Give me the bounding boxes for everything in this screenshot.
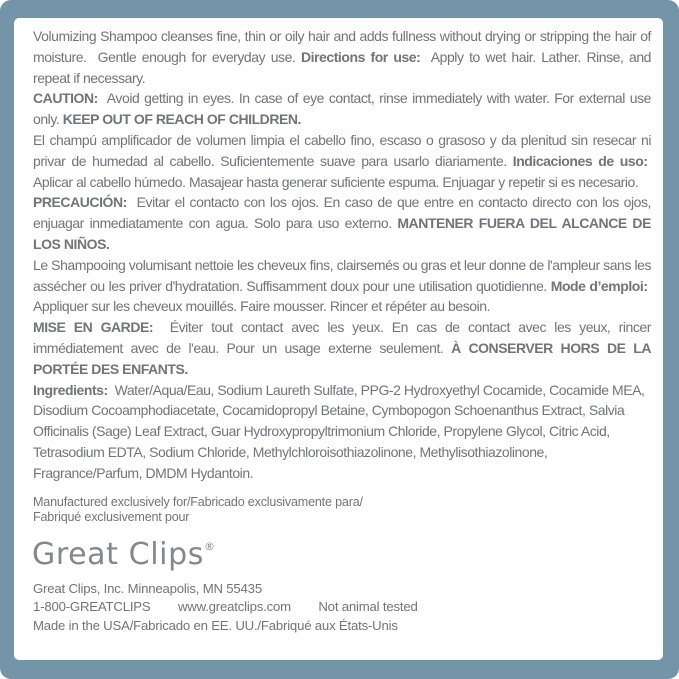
bold-text-segment: Ingredients: bbox=[33, 381, 108, 398]
bold-text-segment: MISE EN GARDE: bbox=[33, 319, 154, 336]
label-body-text bbox=[33, 26, 651, 484]
manufactured-for-line-1: Manufactured exclusively for/Fabricado exclusivamente para/ bbox=[33, 494, 363, 509]
label-paragraph bbox=[33, 192, 651, 254]
text-segment: Apply to wet hair. Lather. Rinse, and repeat if necessary. bbox=[33, 48, 652, 86]
text-segment: Éviter tout contact avec les yeux. En cas de contact avec les yeux, rincer immédiatement avec de l'eau. Pour un usage externe seulement. bbox=[33, 319, 651, 356]
contact-line bbox=[33, 598, 651, 617]
great-clips-logo-text: Great Clips bbox=[32, 536, 204, 572]
text-segment: El champú amplificador de volumen limpia el cabello fino, escaso o grasoso y da plenitud sin resecar ni privar de humedad al cabello. Suficientemente suave para usarlo diariamente. bbox=[33, 131, 651, 169]
registered-trademark-symbol: ® bbox=[203, 539, 215, 553]
label-paragraph bbox=[33, 317, 651, 379]
text-segment: Volumizing Shampoo cleanses fine, thin or oily hair and adds fullness without drying or stripping the hair of moisture. Gentle enough for everyday use. bbox=[33, 28, 651, 65]
phone-number: 1-800-GREATCLIPS bbox=[33, 599, 151, 615]
bold-text-segment: Mode d’emploi: bbox=[550, 277, 648, 294]
great-clips-logo bbox=[32, 529, 651, 573]
company-address: Great Clips, Inc. Minneapolis, MN 55435 bbox=[33, 580, 262, 596]
bold-text-segment: MANTENER FUERA DEL ALCANCE DE LOS NIÑOS. bbox=[33, 215, 651, 252]
label-paragraph bbox=[33, 255, 651, 317]
label-footer bbox=[33, 495, 651, 636]
text-segment: Aplicar al cabello húmedo. Masajear hasta generar suficiente espuma. Enjuagar y repetir si es necesario. bbox=[33, 152, 651, 190]
text-segment: Evitar el contacto con los ojos. En caso de que entre en contacto directo con los ojos, enjuagar inmediatamente con agua. Solo para uso externo. bbox=[33, 194, 651, 232]
text-segment: Le Shampooing volumisant nettoie les cheveux fins, clairsemés ou gras et leur donne de l'ampleur sans les assécher ou les priver d'hydratation. Suffisamment doux pour une utilisation quotidienne. bbox=[33, 256, 651, 294]
website-text: www.greatclips.com bbox=[177, 599, 291, 615]
label-paragraph bbox=[33, 380, 651, 484]
text-segment: Water/Aqua/Eau, Sodium Laureth Sulfate, PPG-2 Hydroxyethyl Cocamide, Cocamide MEA, Disodium Cocoamphodiacetate, Cocamidopropyl Betaine, Cymbopogon Schoenanthus Extract, Salvia Officinalis (Sage) Leaf Extract, Guar Hydroxypropyltrimonium Chloride, Propylene Glycol, Citric Acid, Tetrasodium EDTA, Sodium Chloride, Methylchloroisothiazolinone, Methylisothiazolinone, Fragrance/Parfum, DMDM Hydantoin. bbox=[33, 381, 645, 481]
made-in-text: Made in the USA/Fabricado en EE. UU./Fabriqué aux États-Unis bbox=[33, 617, 398, 633]
manufactured-for-line-2: Fabriqué exclusivement pour bbox=[33, 510, 190, 525]
not-animal-tested-text: Not animal tested bbox=[318, 599, 418, 615]
label-paragraph bbox=[33, 130, 651, 192]
bold-text-segment: CAUTION: bbox=[33, 90, 98, 107]
label-paragraph bbox=[33, 88, 651, 130]
text-segment: Appliquer sur les cheveux mouillés. Faire mousser. Rincer et répéter au besoin. bbox=[33, 277, 651, 315]
bold-text-segment: PRECAUCIÓN: bbox=[33, 194, 127, 211]
label-panel bbox=[14, 18, 663, 660]
bold-text-segment: KEEP OUT OF REACH OF CHILDREN. bbox=[62, 111, 301, 128]
text-segment: Avoid getting in eyes. In case of eye contact, rinse immediately with water. For external use only. bbox=[33, 90, 651, 128]
bold-text-segment: Indicaciones de uso: bbox=[512, 152, 648, 169]
label-paragraph bbox=[33, 26, 651, 88]
bold-text-segment: À CONSERVER HORS DE LA PORTÉE DES ENFANTS. bbox=[33, 339, 651, 377]
manufactured-for-text bbox=[33, 495, 651, 526]
bold-text-segment: Directions for use: bbox=[300, 48, 421, 65]
